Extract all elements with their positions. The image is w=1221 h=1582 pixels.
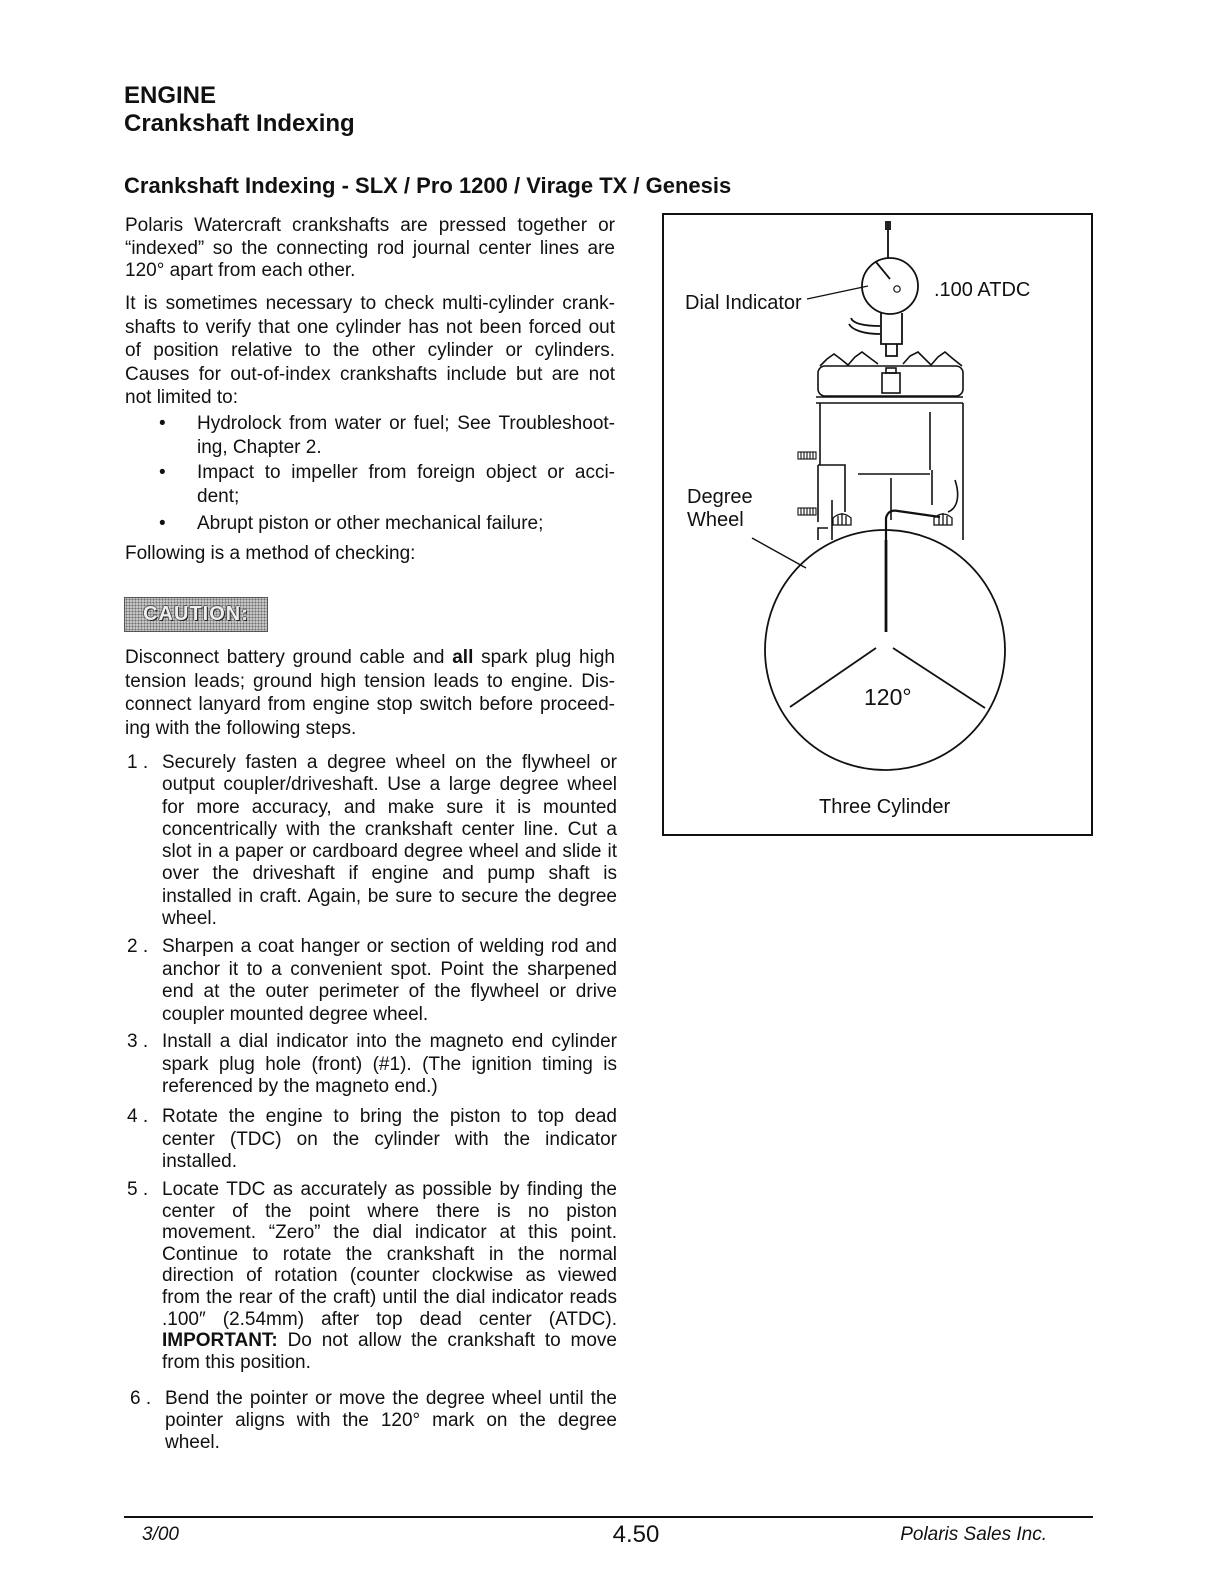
section-title: Crankshaft Indexing - SLX / Pro 1200 / Virage TX / Genesis [124, 173, 732, 198]
nut-outline [833, 514, 851, 525]
nut-detail [838, 513, 846, 525]
dial-indicator-needle [876, 262, 890, 279]
step-number: 3 . [127, 1031, 149, 1052]
text-line: end at the outer perimeter of the flywheel or drive [162, 981, 617, 1002]
text-line: output coupler/driveshaft. Use a large degree wheel [162, 774, 617, 796]
step-number: 4 . [127, 1106, 149, 1127]
step-number: 5 . [127, 1179, 149, 1200]
step-text [162, 1179, 617, 1373]
step-text [162, 1106, 617, 1174]
text-line: concentrically with the crankshaft center line. Cut a [162, 818, 617, 840]
dial-indicator-leader [807, 286, 868, 299]
step-number: 6 . [130, 1388, 152, 1409]
text-line: installed in craft. Again, be sure to secure the degree [162, 885, 617, 907]
chapter-heading: ENGINE [124, 82, 217, 109]
dial-indicator-body [881, 313, 902, 344]
dial-indicator-plunger [886, 344, 897, 356]
flange-nut-left [833, 513, 851, 525]
step-text [162, 936, 617, 1026]
cylinder-head-fins-right [903, 352, 962, 366]
step-text [162, 1031, 617, 1099]
text-line: tension leads; ground high tension leads to engine. Dis- [125, 670, 615, 692]
text-line: slot in a paper or cardboard degree wheel and slide it [162, 841, 617, 863]
text-line: Hydrolock from water or fuel; See Troubleshoot- [197, 413, 615, 434]
text-line: center (TDC) on the cylinder with the indicator [162, 1128, 617, 1150]
text-line: from the rear of the craft) until the dial indicator reads [162, 1286, 617, 1308]
degree-wheel-leader [752, 538, 806, 568]
emphasis-text: all [452, 647, 474, 668]
nut-outline [934, 514, 952, 525]
bullet-item [197, 512, 615, 536]
text-line: Sharpen a coat hanger or section of welding rod and [162, 936, 617, 957]
step-number: 2 . [127, 936, 149, 957]
step-number: 1 . [127, 752, 149, 773]
label-degree-wheel-line1: Degree [687, 486, 753, 508]
nut-detail [939, 513, 947, 525]
caution-label: CAUTION: [143, 603, 249, 625]
text-line: referenced by the magneto end.) [162, 1076, 438, 1097]
label-dial-indicator: Dial Indicator [685, 292, 802, 314]
text-line: Install a dial indicator into the magneto end cylinder [162, 1031, 617, 1052]
topic-heading: Crankshaft Indexing [124, 110, 355, 137]
cylinder-head-fins-left [820, 352, 878, 366]
bullet-item [197, 461, 615, 509]
spark-plug-cap [886, 368, 896, 373]
text-line: 120° apart from each other. [125, 260, 356, 281]
dial-indicator [849, 221, 918, 356]
label-reading: .100 ATDC [934, 279, 1031, 301]
bolt-head [798, 452, 816, 459]
spoke-lower-left [790, 648, 876, 707]
text-line: not limited to: [125, 387, 238, 408]
text-line: Locate TDC as accurately as possible by finding the [162, 1179, 617, 1200]
text-line: Impact to impeller from foreign object or acci- [197, 462, 615, 483]
flange-nut-right [934, 513, 952, 525]
lead-in-text: Following is a method of checking: [125, 543, 416, 564]
bullet-marker: • [159, 413, 166, 434]
text-line: from this position. [162, 1351, 311, 1373]
text-segment: Disconnect battery ground cable and [125, 647, 453, 668]
footer-date: 3/00 [142, 1524, 179, 1545]
text-line: Securely fasten a degree wheel on the flywheel or [162, 752, 617, 773]
bolt-hatch [801, 452, 813, 459]
pointer-wire [886, 511, 940, 540]
label-degree-wheel-line2: Wheel [687, 509, 744, 531]
text-line: direction of rotation (counter clockwise as viewed [162, 1265, 617, 1287]
bullet-marker: • [159, 513, 166, 534]
spark-plug-boss [882, 373, 900, 393]
step-text [165, 1388, 617, 1454]
text-line: spark plug hole (front) (#1). (The ignition timing is [162, 1053, 617, 1075]
text-line: wheel. [165, 1432, 220, 1453]
text-line: “indexed” so the connecting rod journal center lines are [125, 237, 615, 259]
text-line: ing, Chapter 2. [197, 437, 322, 458]
dial-indicator-hub [894, 286, 900, 292]
footer-publisher: Polaris Sales Inc. [900, 1524, 1047, 1545]
crankcase-bottom [818, 528, 828, 540]
text-segment: Do not allow the crankshaft to move [277, 1330, 617, 1352]
text-line [125, 646, 615, 670]
degree-wheel-drawing [765, 530, 1005, 770]
text-line: dent; [197, 486, 240, 507]
dial-indicator-clamp [849, 318, 880, 334]
text-line: Polaris Watercraft crankshafts are pressed together or [125, 215, 615, 236]
text-line [162, 1330, 617, 1352]
text-line: Bend the pointer or move the degree wheel until the [165, 1388, 617, 1409]
page-number: 4.50 [612, 1521, 660, 1548]
bullet-marker: • [159, 462, 166, 483]
cylinder-head [818, 366, 963, 396]
text-line: shafts to verify that one cylinder has not been forced out [125, 316, 615, 338]
text-line: .100″ (2.54mm) after top dead center (ATDC). [162, 1308, 617, 1330]
caution-text [125, 646, 615, 741]
figure-caption: Three Cylinder [819, 796, 951, 818]
text-line: movement. “Zero” the dial indicator at this point. [162, 1222, 617, 1244]
dial-indicator-face [862, 258, 918, 314]
crankcase-left [818, 465, 845, 540]
emphasis-text: IMPORTANT: [162, 1330, 278, 1352]
bullet-item [197, 412, 615, 460]
dial-indicator-tip [885, 221, 891, 230]
text-line: pointer aligns with the 120° mark on the degree [165, 1410, 617, 1431]
footer-divider [124, 1516, 1093, 1518]
label-angle: 120° [864, 684, 912, 710]
crankcase-right [932, 470, 958, 512]
step-text [162, 752, 617, 930]
text-line: of position relative to the other cylinder or cylinders. [125, 340, 615, 361]
text-line: center of the point where there is no piston [162, 1200, 617, 1222]
degree-wheel [765, 530, 1005, 770]
figure-frame [663, 214, 1092, 835]
text-line: anchor it to a convenient spot. Point the sharpened [162, 958, 617, 980]
bolt-left-lower [798, 508, 816, 515]
spoke-lower-right [893, 648, 985, 708]
text-line: Continue to rotate the crankshaft in the normal [162, 1243, 617, 1265]
intro-paragraph [125, 215, 615, 283]
text-line: over the driveshaft if engine and pump shaft is [162, 863, 617, 885]
intro-paragraph [125, 292, 615, 410]
bolt-left-upper [798, 452, 816, 459]
text-line: coupler mounted degree wheel. [162, 1003, 429, 1025]
text-segment: spark plug high [473, 647, 615, 668]
bolt-hatch [801, 508, 813, 515]
text-line: Abrupt piston or other mechanical failure; [197, 513, 544, 534]
text-line: connect lanyard from engine stop switch before proceed- [125, 694, 615, 716]
engine-cylinder [816, 352, 963, 540]
text-line: Causes for out-of-index crankshafts include but are not [125, 363, 615, 385]
text-line: ing with the following steps. [125, 718, 357, 740]
text-line: It is sometimes necessary to check multi-cylinder crank- [125, 293, 615, 314]
text-line: wheel. [162, 908, 217, 930]
caution-badge [124, 597, 268, 632]
text-line: for more accuracy, and make sure it is mounted [162, 796, 617, 818]
text-line: Rotate the engine to bring the piston to top dead [162, 1106, 617, 1127]
text-line: installed. [162, 1151, 237, 1172]
bolt-head [798, 508, 816, 515]
